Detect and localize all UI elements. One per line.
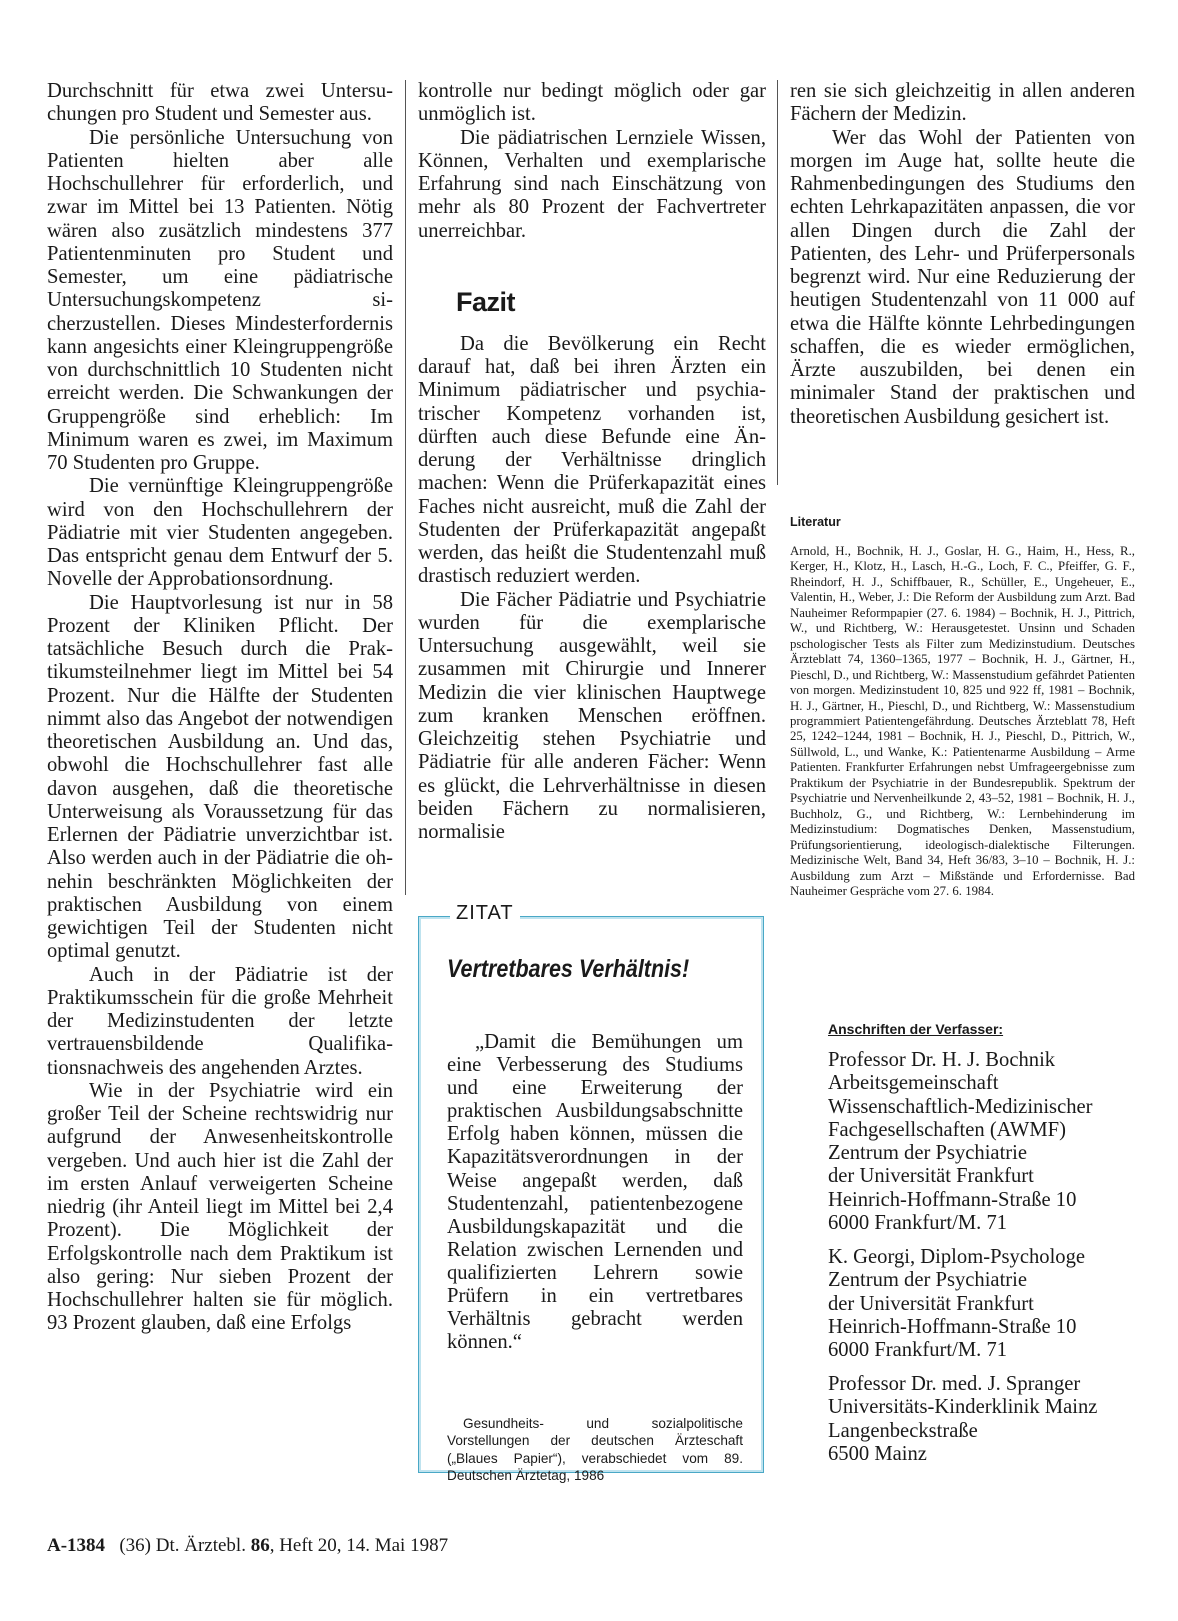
address-line: Professor Dr. med. J. Spranger	[828, 1373, 1081, 1395]
address-line: Wissenschaftlich-Medizinischer	[828, 1095, 1093, 1118]
col1-paragraph: Die persönliche Untersuchung von Patienten hielten aber alle Hochschullehrer für erforderlich, und zwar im Mittel bei 13 Patienten. Nötig wären also zusätzlich mindestens 377 Patientenminuten pro Student und Semester, um eine pädiatrische Untersuchungskompetenz sicherzustellen. Dieses Mindesterfordernis kann angesichts einer Kleingruppengröße von durchschnittlich 10 Studenten nicht erreicht werden. Die Schwankungen der Gruppengröße sind erheblich: Im Minimum waren es zwei, im Maximum 70 Studenten pro Gruppe.	[47, 126, 393, 474]
address-line: Professor Dr. H. J. Bochnik	[828, 1049, 1056, 1071]
col2-paragraph: Da die Bevölkerung ein Recht darauf hat, daß bei ihren Ärzten ein Minimum pädiatrischer und psychiatrischer Kompetenz vorhanden ist, dürften auch diese Befunde eine Änderung der Verhältnisse dringlich machen: Wenn die Prüferkapazität eines Faches nicht ausreicht, muß die Zahl der Studenten der Prüferkapazität angepaßt werden, das heißt die Studentenzahl muß drastisch reduziert werden.	[418, 332, 766, 588]
col1-paragraph: Wie in der Psychiatrie wird ein großer Teil der Scheine rechtswidrig nur aufgrund der Anwesenheitskontrolle vergeben. Und auch hier ist die Zahl der im ersten Anlauf verweigerten Scheine niedrig (ihr Anteil liegt im Mittel bei 2,4 Prozent). Die Möglichkeit der Erfolgskontrolle nach dem Praktikum ist also gering: Nur sieben Prozent der Hochschullehrer halten sie für möglich. 93 Prozent glauben, daß eine Erfolgs	[47, 1079, 393, 1335]
column-rule-right	[777, 80, 778, 485]
address-line: der Universität Frankfurt	[828, 1292, 1034, 1315]
quote-text: „Damit die Bemühungen um eine Verbesserung des Studiums und eine Erweiterung der praktischen Ausbildungsabschnitte Erfolg haben können, müssen die Kapazitätsverordnungen in der Weise angepaßt werden, daß Studentenzahl, patientenbezogene Ausbildungskapazität und die Relation zwischen Lernenden und qualifizierten Lehrern sowie Prüfern in ein vertretbares Verhältnis gebracht werden können.“	[447, 1031, 743, 1354]
authors-addresses-heading: Anschriften der Verfasser:	[828, 1021, 1004, 1037]
col3-paragraph: ren sie sich gleichzeitig in allen anderen Fächern der Medizin.	[790, 80, 1135, 126]
address-line: Universitäts-Kinderklinik Mainz	[828, 1396, 1098, 1419]
col1-paragraph: Durchschnitt für etwa zwei Untersuchungen pro Student und Semester aus.	[47, 80, 393, 126]
issue-date: , Heft 20, 14. Mai 1987	[269, 1535, 449, 1556]
quote-source: Gesundheits- und sozialpolitische Vorstellungen der deutschen Ärzteschaft („Blaues Papier“), verabschiedet vom 89. Deutschen Ärztetag, 1986	[447, 1416, 743, 1484]
column-rule-left	[405, 80, 406, 895]
col2-paragraph: Die Fächer Pädiatrie und Psychiatrie wurden für die exemplarische Untersuchung ausgewählt, weil sie zusammen mit Chirurgie und Innerer Medizin die vier klinischen Hauptwege zum kranken Menschen eröffnen. Gleichzeitig stehen Psychiatrie und Pädiatrie für alle anderen Fächer: Wenn es glückt, die Lehrverhältnisse in diesen beiden Fächern zu normalisieren, normalisie	[418, 588, 766, 843]
references-text: Arnold, H., Bochnik, H. J., Goslar, H. G., Haim, H., Hess, R., Kerger, H., Klotz, H., Lasch, H.-G., Loch, F. C., Pfeiffer, G. F., Rheindorf, H. J., Schiffbauer, R., Schüller, E., Ungeheuer, E., Valentin, H., Weber, J.: Die Reform der Ausbildung zum Arzt. Bad Nauheimer Reformpapier (27. 6. 1984) – Bochnik, H. J., Pittrich, W., und Richtberg, W.: Herausgetestet. Unsinn und Schaden pschologischer Tests als Filter zum Medizinstudium. Deutsches Ärzteblatt 74, 1360–1365, 1977 – Bochnik, H. J., Gärtner, H., Pieschl, D., und Richtberg, W.: Massenstudium gefährdet Patienten von morgen. Medizinstudent 10, 825 und 922 ff, 1981 – Bochnik, H. J., Gärtner, H., Pieschl, D., und Richtberg, W.: Massenstudium programmiert Patientengefährdung. Deutsches Ärzteblatt 78, Heft 25, 1242–1244, 1981 – Bochnik, H. J., Pieschl, D., Pittrich, W., Süllwold, L., und Wanke, K.: Patientenarme Ausbildung – Arme Patienten. Frankfurter Erfahrungen nebst Umfrageergebnisse zum Praktikum der Psychiatrie in der Bundesrepublik. Spektrum der Psychiatrie und Nervenheilkunde 2, 43–52, 1981 – Bochnik, H. J., Buchholz, G., und Richtberg, W.: Lernbehinderung im Medizinstudium: Dogmatisches Denken, Massenstudium, Prüfungsorientierung, ideologisch-dialektische Filterungen. Medizinische Welt, Band 34, Heft 36/83, 3–10 – Bochnik, H. J.: Ausbildung zum Arzt – Mißstände und Erfordernisse. Bad Nauheimer Gespräche vom 27. 6. 1984.	[790, 544, 1135, 898]
col3-paragraph: Wer das Wohl der Patienten von morgen im Auge hat, sollte heute die Rahmenbedingungen des Studiums den echten Lehrkapazitäten anpassen, die vor allen Dingen durch die Zahl der Patienten, des Lehr- und Prüferpersonals begrenzt wird. Nur eine Reduzierung der heutigen Studentenzahl von 11 000 auf etwa die Hälfte könnte Lehrbedingungen schaffen, die es wieder ermöglichen, Ärzte auszubilden, bei denen ein minimaler Stand der praktischen und theoretischen Ausbildung gesichert ist.	[790, 126, 1135, 428]
column-1	[47, 80, 393, 1336]
journal-name: (36) Dt. Ärztebl.	[119, 1535, 246, 1556]
address-line: 6500 Mainz	[828, 1442, 927, 1465]
author-address-block	[828, 1049, 1093, 1235]
address-line: Zentrum der Psychiatrie	[828, 1269, 1028, 1292]
section-heading-fazit: Fazit	[456, 286, 516, 317]
address-line: Langenbeckstraße	[828, 1419, 978, 1442]
page-number: A-1384	[47, 1535, 106, 1556]
column-3	[790, 80, 1135, 429]
address-line: 6000 Frankfurt/M. 71	[828, 1339, 1008, 1362]
address-line: K. Georgi, Diplom-Psychologe	[828, 1246, 1086, 1268]
column-2	[418, 80, 766, 844]
col1-paragraph: Die Hauptvorlesung ist nur in 58 Prozent der Kliniken Pflicht. Der tatsächliche Besuch durch die Praktikumsteilnehmer liegt im Mittel bei 54 Prozent. Nur die Hälfte der Studenten nimmt also das Angebot der notwendigen theoretischen Ausbildung an. Und das, obwohl die Hochschullehrer fast alle davon ausgehen, daß die theoretische Unterweisung als Voraussetzung für das Erlernen der Pädiatrie unverzichtbar ist. Also werden auch in der Pädiatrie die ohnehin beschränkten Möglichkeiten der praktischen Ausbildung von einem gewichtigen Teil der Studenten nicht optimal genutzt.	[47, 591, 393, 963]
journal-volume: 86	[250, 1535, 270, 1556]
address-line: Zentrum der Psychiatrie	[828, 1142, 1028, 1165]
col1-paragraph: Auch in der Pädiatrie ist der Praktikumsschein für die große Mehrheit der Medizinstudenten der letzte vertrauensbildende Qualifikationsnachweis des angehenden Arztes.	[47, 963, 393, 1079]
page-footer	[47, 1535, 448, 1557]
quote-title: Vertretbares Verhältnis!	[447, 955, 690, 983]
address-line: Arbeitsgemeinschaft	[828, 1072, 999, 1095]
author-address-block	[828, 1246, 1085, 1362]
address-line: 6000 Frankfurt/M. 71	[828, 1212, 1008, 1235]
col2-paragraph: Die pädiatrischen Lernziele Wissen, Können, Verhalten und exemplarische Erfahrung sind nach Einschätzung von mehr als 80 Prozent der Fachvertreter unerreichbar.	[418, 126, 766, 242]
author-address-block	[828, 1373, 1097, 1466]
address-line: Fachgesellschaften (AWMF)	[828, 1118, 1066, 1141]
references-heading: Literatur	[790, 515, 841, 529]
col1-paragraph: Die vernünftige Kleingruppengröße wird von den Hochschullehrern der Pädiatrie mit vier Studenten angegeben. Das entspricht genau dem Entwurf der 5. Novelle der Approbationsordnung.	[47, 475, 393, 591]
address-line: der Universität Frankfurt	[828, 1165, 1034, 1188]
address-line: Heinrich-Hoffmann-Straße 10	[828, 1315, 1077, 1338]
col2-paragraph: kontrolle nur bedingt möglich oder gar unmöglich ist.	[418, 80, 766, 126]
quote-box-label: ZITAT	[450, 902, 520, 925]
address-line: Heinrich-Hoffmann-Straße 10	[828, 1188, 1077, 1211]
